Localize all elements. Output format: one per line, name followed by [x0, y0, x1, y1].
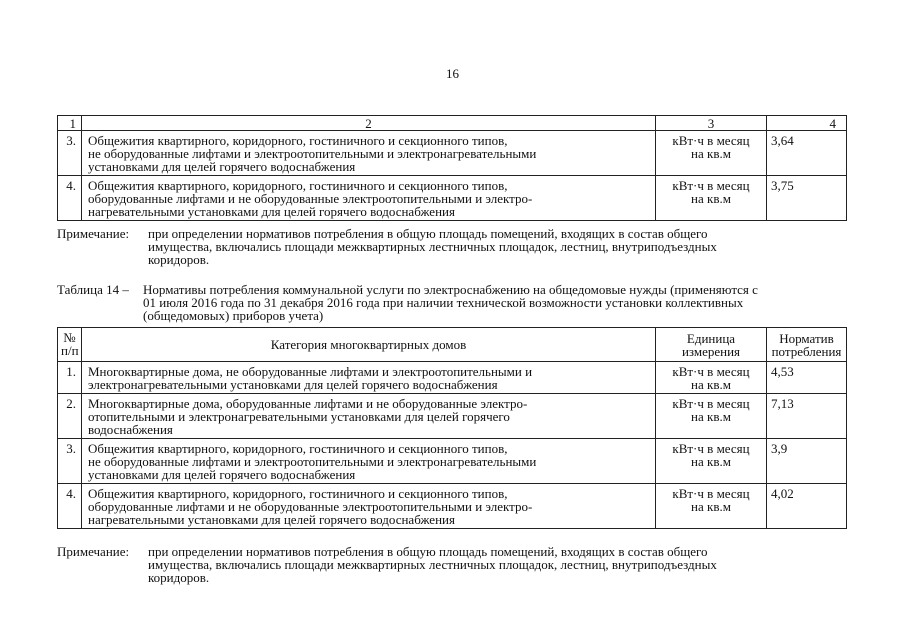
- note-line: имущества, включались площади межквартирных лестничных площадок, лестниц, внутриподъездных: [148, 239, 717, 254]
- header-category: Категория многоквартирных домов: [82, 328, 656, 362]
- unit-line: кВт·ч в месяц: [672, 441, 750, 456]
- row-unit: [656, 394, 767, 439]
- row-category: [82, 484, 656, 529]
- page-number: 16: [446, 66, 459, 81]
- row-number: 4.: [58, 484, 82, 529]
- header-col-2: 2: [82, 116, 656, 131]
- category-line: Многоквартирные дома, не оборудованные лифтами и электроотопительными и: [88, 364, 533, 379]
- unit-line: на кв.м: [691, 377, 731, 392]
- table-14: [57, 327, 847, 529]
- row-category: [82, 362, 656, 394]
- unit-line: на кв.м: [691, 499, 731, 514]
- category-line: Многоквартирные дома, оборудованные лифтами и не оборудованные электро-: [88, 396, 528, 411]
- unit-line: на кв.м: [691, 454, 731, 469]
- table-continued: [57, 115, 847, 221]
- row-norm: 4,02: [767, 484, 847, 529]
- unit-line: кВт·ч в месяц: [672, 133, 750, 148]
- category-line: Общежития квартирного, коридорного, гостиничного и секционного типов,: [88, 486, 508, 501]
- note-body: [148, 227, 847, 266]
- header-unit: [656, 328, 767, 362]
- row-norm: 3,9: [767, 439, 847, 484]
- unit-line: на кв.м: [691, 409, 731, 424]
- row-norm: 3,64: [767, 131, 847, 176]
- row-category: [82, 439, 656, 484]
- note-2: [57, 545, 847, 584]
- category-line: Общежития квартирного, коридорного, гостиничного и секционного типов,: [88, 441, 508, 456]
- row-norm: 4,53: [767, 362, 847, 394]
- caption-body: [143, 283, 847, 322]
- category-line: оборудованные лифтами и не оборудованные электроотопительными и электро-: [88, 499, 533, 514]
- category-line: электронагревательными установками для целей горячего водоснабжения: [88, 377, 498, 392]
- table-header-row: [58, 328, 847, 362]
- category-line: не оборудованные лифтами и электроотопительными и электронагревательными: [88, 146, 537, 161]
- header-norm-line: потребления: [771, 343, 842, 359]
- caption-line: 01 июля 2016 года по 31 декабря 2016 года при наличии технической возможности установки коллективных: [143, 295, 744, 310]
- header-col-1: 1: [58, 116, 82, 131]
- row-norm: 3,75: [767, 176, 847, 221]
- row-number: 3.: [58, 439, 82, 484]
- row-category: [82, 394, 656, 439]
- category-line: водоснабжения: [88, 422, 173, 437]
- row-number: 1.: [58, 362, 82, 394]
- category-line: установками для целей горячего водоснабжения: [88, 467, 356, 482]
- category-line: нагревательными установками для целей горячего водоснабжения: [88, 204, 455, 219]
- table-row: [58, 394, 847, 439]
- category-line: отопительными и электронагревательными установками для целей горячего: [88, 409, 510, 424]
- row-number: 4.: [58, 176, 82, 221]
- unit-line: на кв.м: [691, 191, 731, 206]
- category-line: нагревательными установками для целей горячего водоснабжения: [88, 512, 455, 527]
- header-num: [58, 328, 82, 362]
- category-line: Общежития квартирного, коридорного, гостиничного и секционного типов,: [88, 133, 508, 148]
- unit-line: кВт·ч в месяц: [672, 364, 750, 379]
- header-norm: [767, 328, 847, 362]
- caption-label: Таблица 14 –: [57, 282, 129, 297]
- note-label: Примечание:: [57, 226, 130, 241]
- header-col-3: 3: [656, 116, 767, 131]
- category-line: установками для целей горячего водоснабжения: [88, 159, 356, 174]
- note-line: коридоров.: [148, 252, 210, 267]
- table-row: [58, 484, 847, 529]
- row-category: [82, 176, 656, 221]
- row-unit: [656, 176, 767, 221]
- table-row: [58, 176, 847, 221]
- row-unit: [656, 131, 767, 176]
- unit-line: на кв.м: [691, 146, 731, 161]
- row-number: 3.: [58, 131, 82, 176]
- row-unit: [656, 362, 767, 394]
- row-category: [82, 131, 656, 176]
- note-line: при определении нормативов потребления в общую площадь помещений, входящих в состав общего: [148, 544, 708, 559]
- note-line: коридоров.: [148, 570, 210, 585]
- note-1: [57, 227, 847, 266]
- table-row: [58, 362, 847, 394]
- category-line: Общежития квартирного, коридорного, гостиничного и секционного типов,: [88, 178, 508, 193]
- header-col-4: 4: [767, 116, 847, 131]
- unit-line: кВт·ч в месяц: [672, 396, 750, 411]
- note-line: при определении нормативов потребления в общую площадь помещений, входящих в состав общего: [148, 226, 708, 241]
- caption-line: (общедомовых) приборов учета): [143, 308, 324, 323]
- table-14-caption: [57, 283, 847, 322]
- header-unit-line: измерения: [681, 343, 741, 359]
- caption-line: Нормативы потребления коммунальной услуги по электроснабжению на общедомовые нужды (применяются с: [143, 282, 758, 297]
- note-label: Примечание:: [57, 544, 130, 559]
- unit-line: кВт·ч в месяц: [672, 486, 750, 501]
- table-header-row: [58, 116, 847, 131]
- table-row: [58, 439, 847, 484]
- category-line: не оборудованные лифтами и электроотопительными и электронагревательными: [88, 454, 537, 469]
- header-num-line: п/п: [61, 343, 79, 358]
- note-body: [148, 545, 847, 584]
- category-line: оборудованные лифтами и не оборудованные электроотопительными и электро-: [88, 191, 533, 206]
- row-unit: [656, 439, 767, 484]
- row-number: 2.: [58, 394, 82, 439]
- header-norm-line: Норматив: [779, 330, 834, 346]
- header-num-line: №: [63, 330, 76, 345]
- unit-line: кВт·ч в месяц: [672, 178, 750, 193]
- row-norm: 7,13: [767, 394, 847, 439]
- header-unit-line: Единица: [686, 330, 736, 346]
- note-line: имущества, включались площади межквартирных лестничных площадок, лестниц, внутриподъездных: [148, 557, 717, 572]
- row-unit: [656, 484, 767, 529]
- table-row: [58, 131, 847, 176]
